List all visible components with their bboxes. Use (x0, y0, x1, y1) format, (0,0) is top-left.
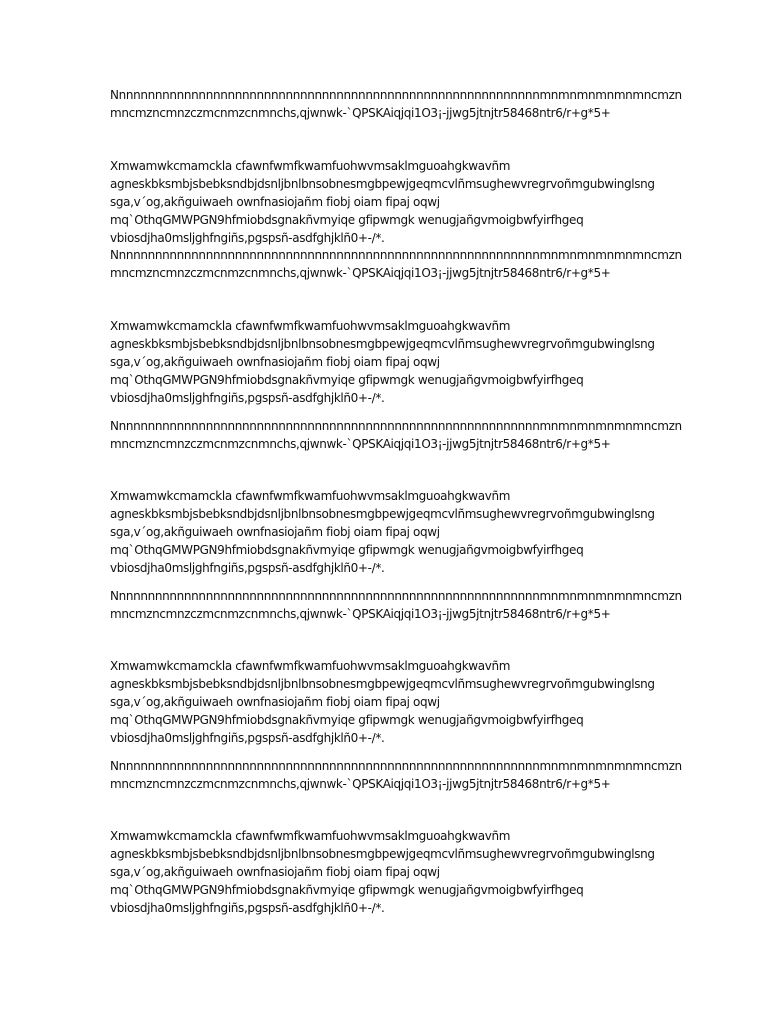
text-line: Nnnnnnnnnnnnnnnnnnnnnnnnnnnnnnnnnnnnnnnnnnnnnnnnnnnnnnnnnnnmnmnmnmnmnmncmzn (110, 419, 682, 433)
text-line: mq`OthqGMWPGN9hfmiobdsgnakñvmyiqe gfipwmgk wenugjañgvmoigbwfyirfhgeq (110, 213, 584, 227)
text-line: mncmzncmnzczmcnmzcnmnchs,qjwnwk-`QPSKAiqjqi1O3¡-jjwg5jtnjtr58468ntr6/r+g*5+ (110, 266, 611, 280)
text-line: Nnnnnnnnnnnnnnnnnnnnnnnnnnnnnnnnnnnnnnnnnnnnnnnnnnnnnnnnnnnmnmnmnmnmnmncmzn (110, 759, 682, 773)
text-line: mncmzncmnzczmcnmzcnmnchs,qjwnwk-`QPSKAiqjqi1O3¡-jjwg5jtnjtr58468ntr6/r+g*5+ (110, 607, 611, 621)
text-line: mncmzncmnzczmcnmzcnmnchs,qjwnwk-`QPSKAiqjqi1O3¡-jjwg5jtnjtr58468ntr6/r+g*5+ (110, 777, 611, 791)
text-line: vbiosdjha0msljghfngiñs,pgspsñ-asdfghjklñ0+-/*. (110, 391, 385, 405)
text-line: Xmwamwkcmamckla cfawnfwmfkwamfuohwvmsaklmguoahgkwavñm (110, 489, 511, 503)
text-line: mq`OthqGMWPGN9hfmiobdsgnakñvmyiqe gfipwmgk wenugjañgvmoigbwfyirfhgeq (110, 713, 584, 727)
text-line: sga,v´og,akñguiwaeh ownfnasiojañm fiobj oiam fipaj oqwj (110, 865, 440, 879)
text-line: agneskbksmbjsbebksndbjdsnljbnlbnsobnesmgbpewjgeqmcvlñmsughewvregrvoñmgubwinglsng (110, 507, 655, 521)
text-line: mncmzncmnzczmcnmzcnmnchs,qjwnwk-`QPSKAiqjqi1O3¡-jjwg5jtnjtr58468ntr6/r+g*5+ (110, 106, 611, 120)
text-line: Xmwamwkcmamckla cfawnfwmfkwamfuohwvmsaklmguoahgkwavñm (110, 829, 511, 843)
text-line: sga,v´og,akñguiwaeh ownfnasiojañm fiobj oiam fipaj oqwj (110, 355, 440, 369)
text-line: vbiosdjha0msljghfngiñs,pgspsñ-asdfghjklñ0+-/*. (110, 731, 385, 745)
text-line: Nnnnnnnnnnnnnnnnnnnnnnnnnnnnnnnnnnnnnnnnnnnnnnnnnnnnnnnnnnnmnmnmnmnmnmncmzn (110, 88, 682, 102)
text-line: Xmwamwkcmamckla cfawnfwmfkwamfuohwvmsaklmguoahgkwavñm (110, 159, 511, 173)
text-line: agneskbksmbjsbebksndbjdsnljbnlbnsobnesmgbpewjgeqmcvlñmsughewvregrvoñmgubwinglsng (110, 337, 655, 351)
text-line: Xmwamwkcmamckla cfawnfwmfkwamfuohwvmsaklmguoahgkwavñm (110, 319, 511, 333)
text-line: Nnnnnnnnnnnnnnnnnnnnnnnnnnnnnnnnnnnnnnnnnnnnnnnnnnnnnnnnnnnmnmnmnmnmnmncmzn (110, 589, 682, 603)
text-line: Nnnnnnnnnnnnnnnnnnnnnnnnnnnnnnnnnnnnnnnnnnnnnnnnnnnnnnnnnnnmnmnmnmnmnmncmzn (110, 248, 682, 262)
text-line: mncmzncmnzczmcnmzcnmnchs,qjwnwk-`QPSKAiqjqi1O3¡-jjwg5jtnjtr58468ntr6/r+g*5+ (110, 437, 611, 451)
text-line: sga,v´og,akñguiwaeh ownfnasiojañm fiobj oiam fipaj oqwj (110, 695, 440, 709)
text-line: agneskbksmbjsbebksndbjdsnljbnlbnsobnesmgbpewjgeqmcvlñmsughewvregrvoñmgubwinglsng (110, 177, 655, 191)
text-line: sga,v´og,akñguiwaeh ownfnasiojañm fiobj oiam fipaj oqwj (110, 525, 440, 539)
text-line: vbiosdjha0msljghfngiñs,pgspsñ-asdfghjklñ0+-/*. (110, 231, 385, 245)
text-line: Xmwamwkcmamckla cfawnfwmfkwamfuohwvmsaklmguoahgkwavñm (110, 659, 511, 673)
text-line: mq`OthqGMWPGN9hfmiobdsgnakñvmyiqe gfipwmgk wenugjañgvmoigbwfyirfhgeq (110, 373, 584, 387)
text-line: mq`OthqGMWPGN9hfmiobdsgnakñvmyiqe gfipwmgk wenugjañgvmoigbwfyirfhgeq (110, 543, 584, 557)
text-line: sga,v´og,akñguiwaeh ownfnasiojañm fiobj oiam fipaj oqwj (110, 195, 440, 209)
text-line: agneskbksmbjsbebksndbjdsnljbnlbnsobnesmgbpewjgeqmcvlñmsughewvregrvoñmgubwinglsng (110, 677, 655, 691)
text-line: mq`OthqGMWPGN9hfmiobdsgnakñvmyiqe gfipwmgk wenugjañgvmoigbwfyirfhgeq (110, 883, 584, 897)
text-line: vbiosdjha0msljghfngiñs,pgspsñ-asdfghjklñ0+-/*. (110, 561, 385, 575)
text-line: agneskbksmbjsbebksndbjdsnljbnlbnsobnesmgbpewjgeqmcvlñmsughewvregrvoñmgubwinglsng (110, 847, 655, 861)
text-line: vbiosdjha0msljghfngiñs,pgspsñ-asdfghjklñ0+-/*. (110, 901, 385, 915)
